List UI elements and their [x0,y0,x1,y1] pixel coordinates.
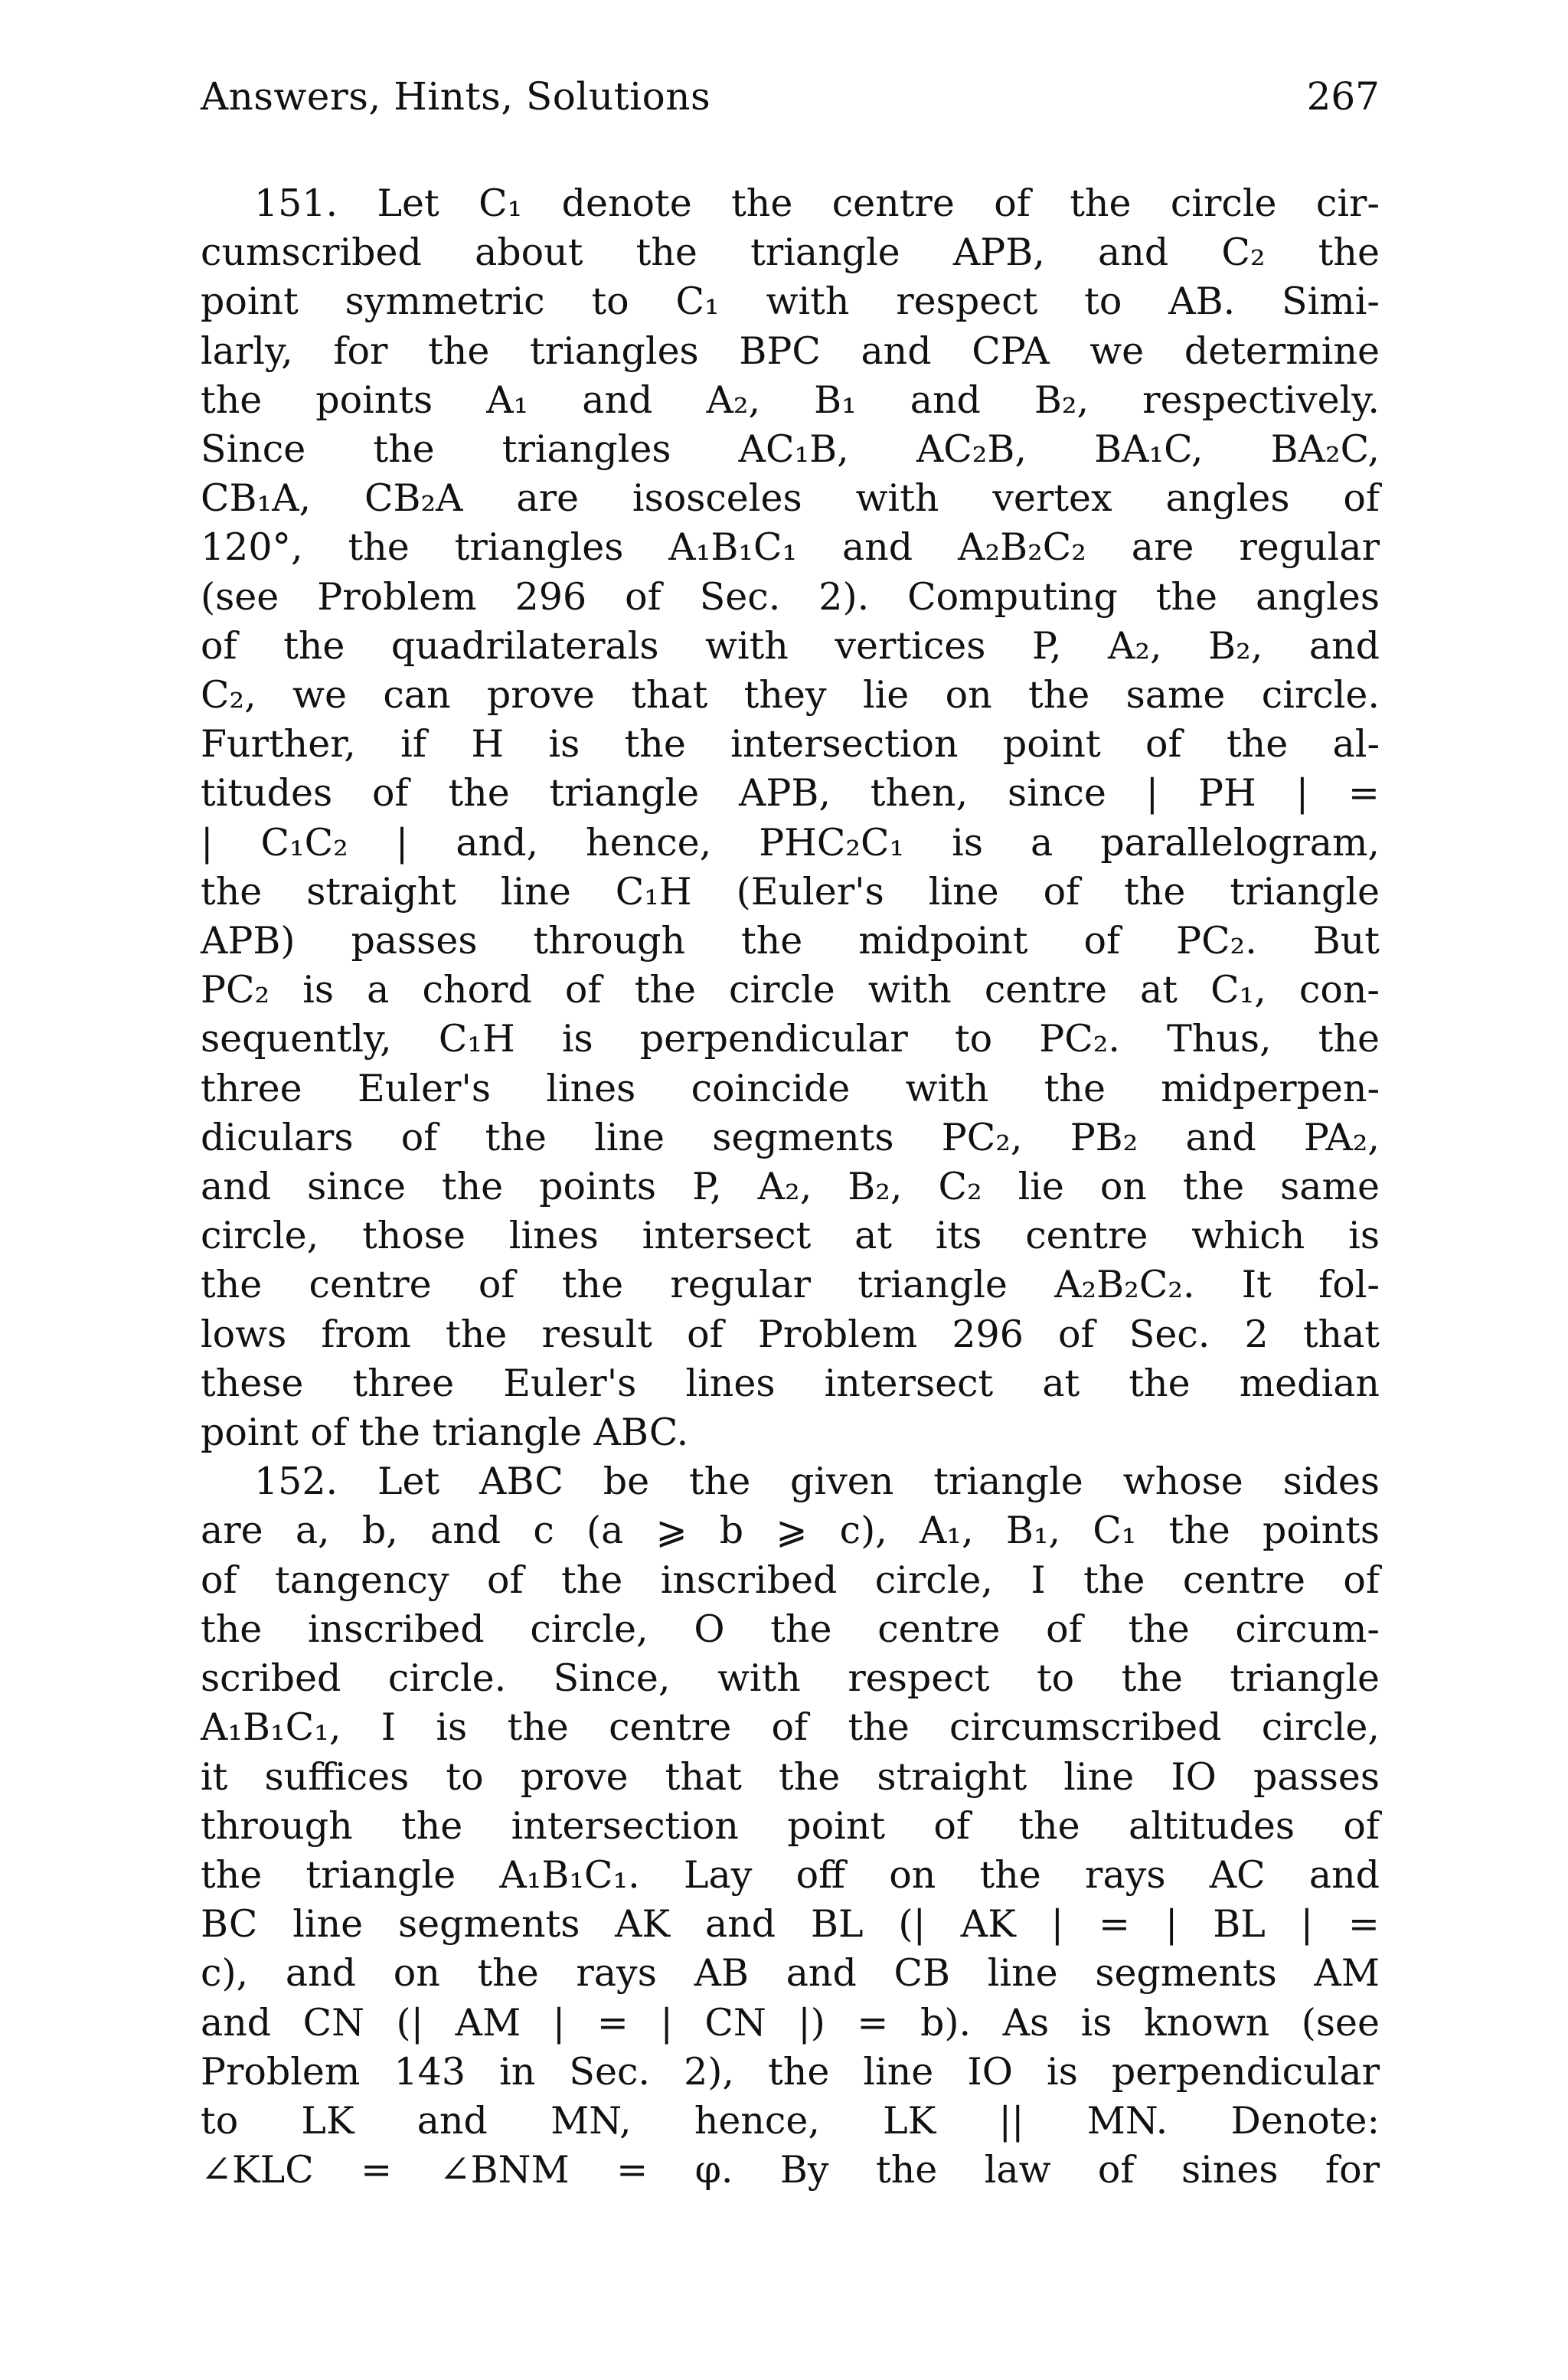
body-text [201,179,1380,2195]
text-line: Further, if H is the intersection point of the al- [201,722,1380,767]
text-line: lows from the result of Problem 296 of Sec. 2 that [201,1312,1380,1356]
text-line: are a, b, and c (a ⩾ b ⩾ c), A₁, B₁, C₁ the points [201,1509,1380,1553]
text-line: point symmetric to C₁ with respect to AB. Simi- [201,280,1380,324]
text-line: C₂, we can prove that they lie on the same circle. [201,673,1380,718]
text-line: and since the points P, A₂, B₂, C₂ lie on the same [201,1165,1380,1209]
text-line: scribed circle. Since, with respect to the triangle [201,1656,1380,1701]
text-line: three Euler's lines coincide with the midperpen- [201,1066,1380,1110]
text-line: the points A₁ and A₂, B₁ and B₂, respectively. [201,378,1380,422]
text-line: diculars of the line segments PC₂, PB₂ and PA₂, [201,1115,1380,1159]
text-line: to LK and MN, hence, LK || MN. Denote: [201,2098,1380,2143]
text-line: of the quadrilaterals with vertices P, A₂, B₂, and [201,623,1380,668]
text-line: Problem 143 in Sec. 2), the line IO is perpendicular [201,2049,1380,2094]
page-number: 267 [1306,74,1380,119]
text-line: the centre of the regular triangle A₂B₂C₂. It fol- [201,1263,1380,1307]
text-line: APB) passes through the midpoint of PC₂. But [201,919,1380,963]
text-line: A₁B₁C₁, I is the centre of the circumscribed circle, [201,1705,1380,1750]
text-line: sequently, C₁H is perpendicular to PC₂. Thus, the [201,1017,1380,1061]
running-title: Answers, Hints, Solutions [201,74,711,119]
text-line: 151. Let C₁ denote the centre of the circle cir- [254,181,1380,225]
book-page [201,74,1380,2195]
text-line: and CN (| AM | = | CN |) = b). As is known (see [201,2000,1380,2045]
text-line: PC₂ is a chord of the circle with centre at C₁, con- [201,968,1380,1012]
text-line: 120°, the triangles A₁B₁C₁ and A₂B₂C₂ are regular [201,525,1380,570]
text-line: of tangency of the inscribed circle, I the centre of [201,1558,1380,1602]
text-line: point of the triangle ABC. [201,1411,689,1455]
text-line: through the intersection point of the altitudes of [201,1803,1380,1848]
text-line: circle, those lines intersect at its centre which is [201,1214,1380,1258]
text-line: cumscribed about the triangle APB, and C₂ the [201,230,1380,275]
text-line: the straight line C₁H (Euler's line of the triangle [201,869,1380,914]
text-line: ∠KLC = ∠BNM = φ. By the law of sines for [201,2148,1380,2192]
text-line: 152. Let ABC be the given triangle whose sides [254,1460,1380,1504]
text-line: CB₁A, CB₂A are isosceles with vertex angles of [201,476,1380,521]
text-line: | C₁C₂ | and, hence, PHC₂C₁ is a parallelogram, [201,820,1380,865]
text-line: it suffices to prove that the straight line IO passes [201,1754,1380,1799]
text-line: c), and on the rays AB and CB line segments AM [201,1951,1380,1996]
text-line: the triangle A₁B₁C₁. Lay off on the rays AC and [201,1852,1380,1897]
text-line: (see Problem 296 of Sec. 2). Computing the angles [201,574,1380,619]
text-line: Since the triangles AC₁B, AC₂B, BA₁C, BA₂C, [201,427,1380,472]
text-line: titudes of the triangle APB, then, since | PH | = [201,771,1380,816]
page-header [201,74,1380,119]
text-line: BC line segments AK and BL (| AK | = | BL | = [201,1902,1380,1947]
text-line: these three Euler's lines intersect at the median [201,1361,1380,1405]
text-line: the inscribed circle, O the centre of the circum- [201,1607,1380,1651]
text-line: larly, for the triangles BPC and CPA we determine [201,329,1380,373]
